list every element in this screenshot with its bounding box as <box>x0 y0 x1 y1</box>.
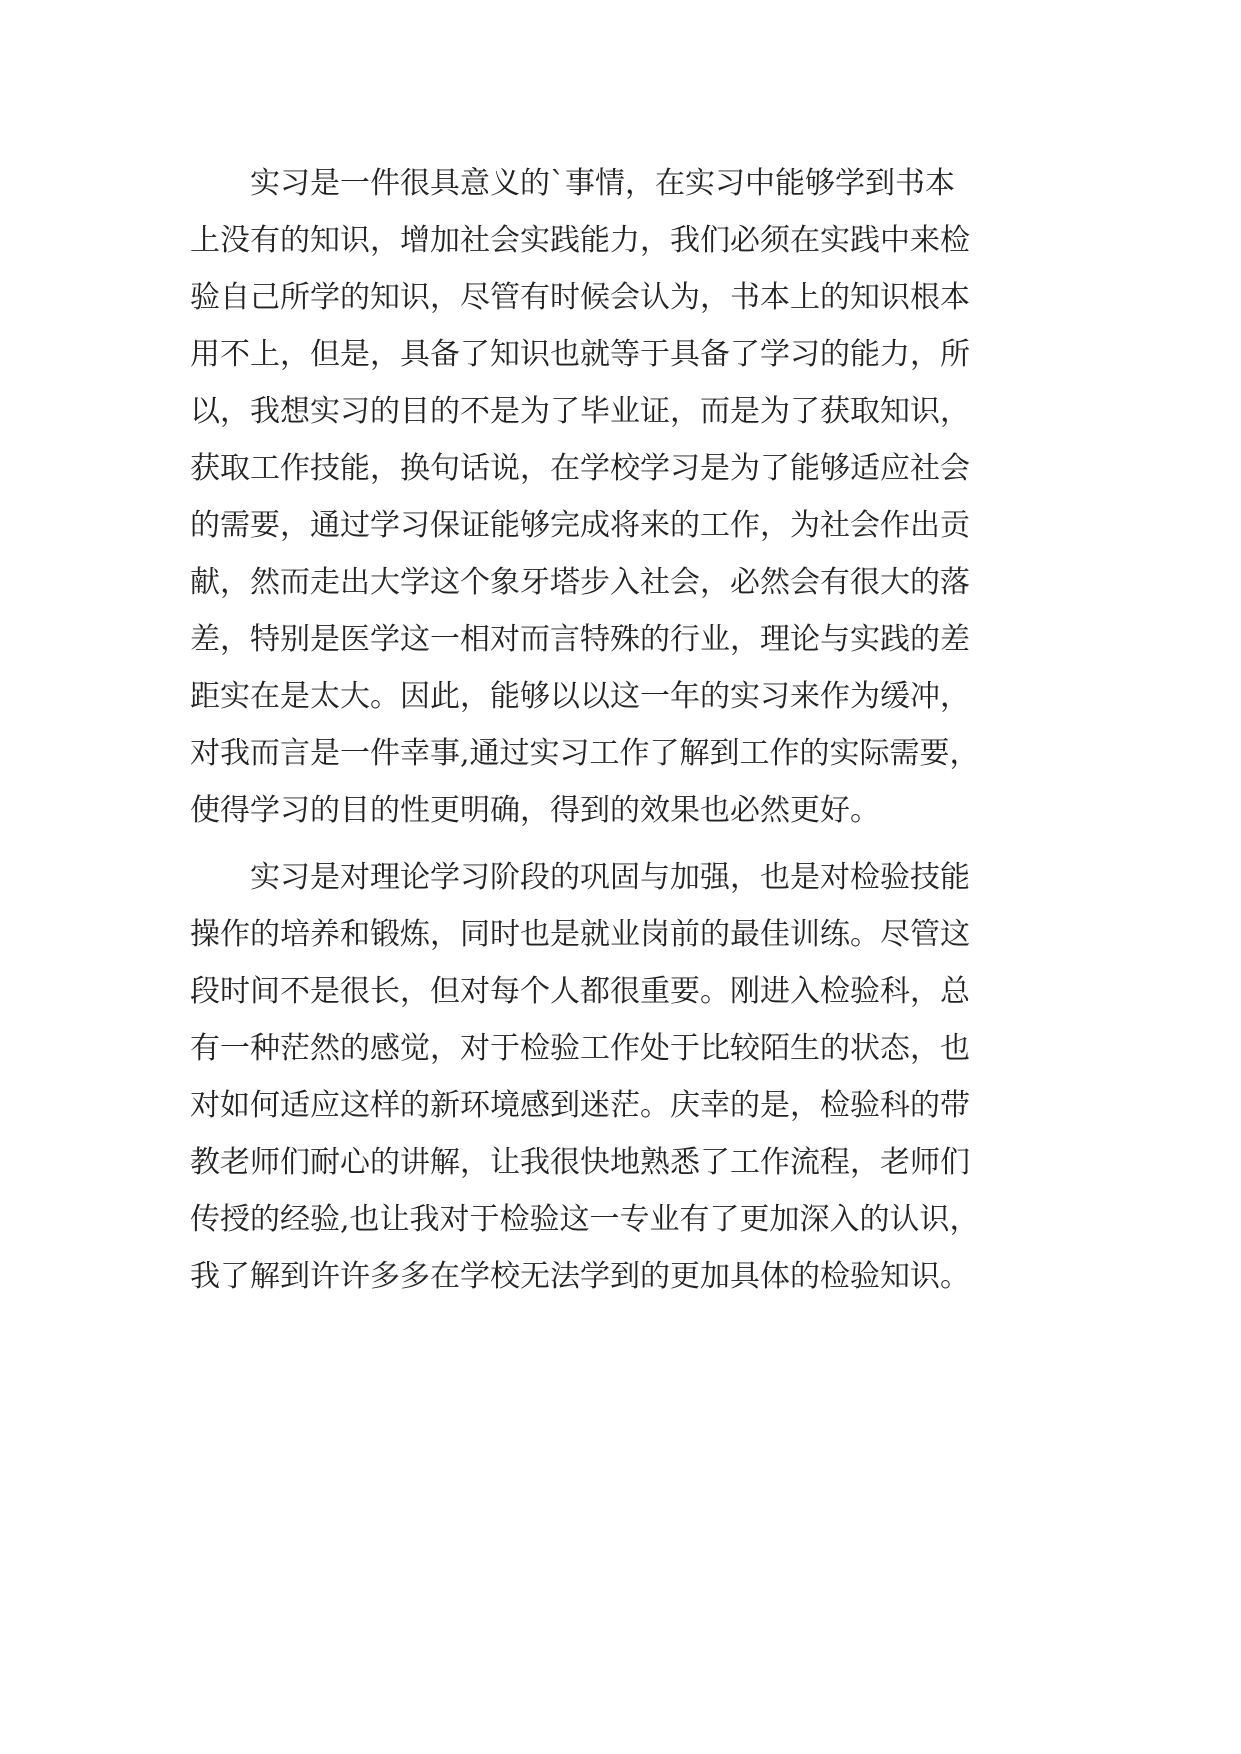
text-line: 操作的培养和锻炼，同时也是就业岗前的最佳训练。尽管这 <box>190 917 970 952</box>
text-line: 对我而言是一件幸事,通过实习工作了解到工作的实际需要， <box>190 736 980 771</box>
text-line: 以，我想实习的目的不是为了毕业证，而是为了获取知识， <box>190 394 970 429</box>
text-line: 验自己所学的知识，尽管有时候会认为，书本上的知识根本 <box>190 280 970 315</box>
text-line: 获取工作技能，换句话说，在学校学习是为了能够适应社会 <box>190 451 970 486</box>
text-line: 实习是对理论学习阶段的巩固与加强，也是对检验技能 <box>190 860 970 895</box>
text-line: 距实在是太大。因此，能够以以这一年的实习来作为缓冲， <box>190 679 970 714</box>
text-line: 用不上，但是，具备了知识也就等于具备了学习的能力，所 <box>190 337 970 372</box>
text-line: 的需要，通过学习保证能够完成将来的工作，为社会作出贡 <box>190 508 970 543</box>
text-line: 实习是一件很具意义的`事情，在实习中能够学到书本 <box>190 166 955 201</box>
text-line: 我了解到许许多多在学校无法学到的更加具体的检验知识。 <box>190 1259 970 1294</box>
text-line: 差，特别是医学这一相对而言特殊的行业，理论与实践的差 <box>190 622 970 657</box>
text-line: 献，然而走出大学这个象牙塔步入社会，必然会有很大的落 <box>190 565 970 600</box>
paragraph-spacer <box>190 839 1070 849</box>
paragraph-1 <box>190 155 1070 839</box>
text-line: 教老师们耐心的讲解，让我很快地熟悉了工作流程，老师们 <box>190 1145 970 1180</box>
document-body <box>190 155 1070 1305</box>
text-line: 使得学习的目的性更明确，得到的效果也必然更好。 <box>190 793 880 828</box>
text-line: 有一种茫然的感觉，对于检验工作处于比较陌生的状态，也 <box>190 1031 970 1066</box>
text-line: 对如何适应这样的新环境感到迷茫。庆幸的是，检验科的带 <box>190 1088 970 1123</box>
text-line: 传授的经验,也让我对于检验这一专业有了更加深入的认识， <box>190 1202 980 1237</box>
text-line: 段时间不是很长，但对每个人都很重要。刚进入检验科，总 <box>190 974 970 1009</box>
text-line: 上没有的知识，增加社会实践能力，我们必须在实践中来检 <box>190 223 970 258</box>
paragraph-2 <box>190 849 1070 1305</box>
